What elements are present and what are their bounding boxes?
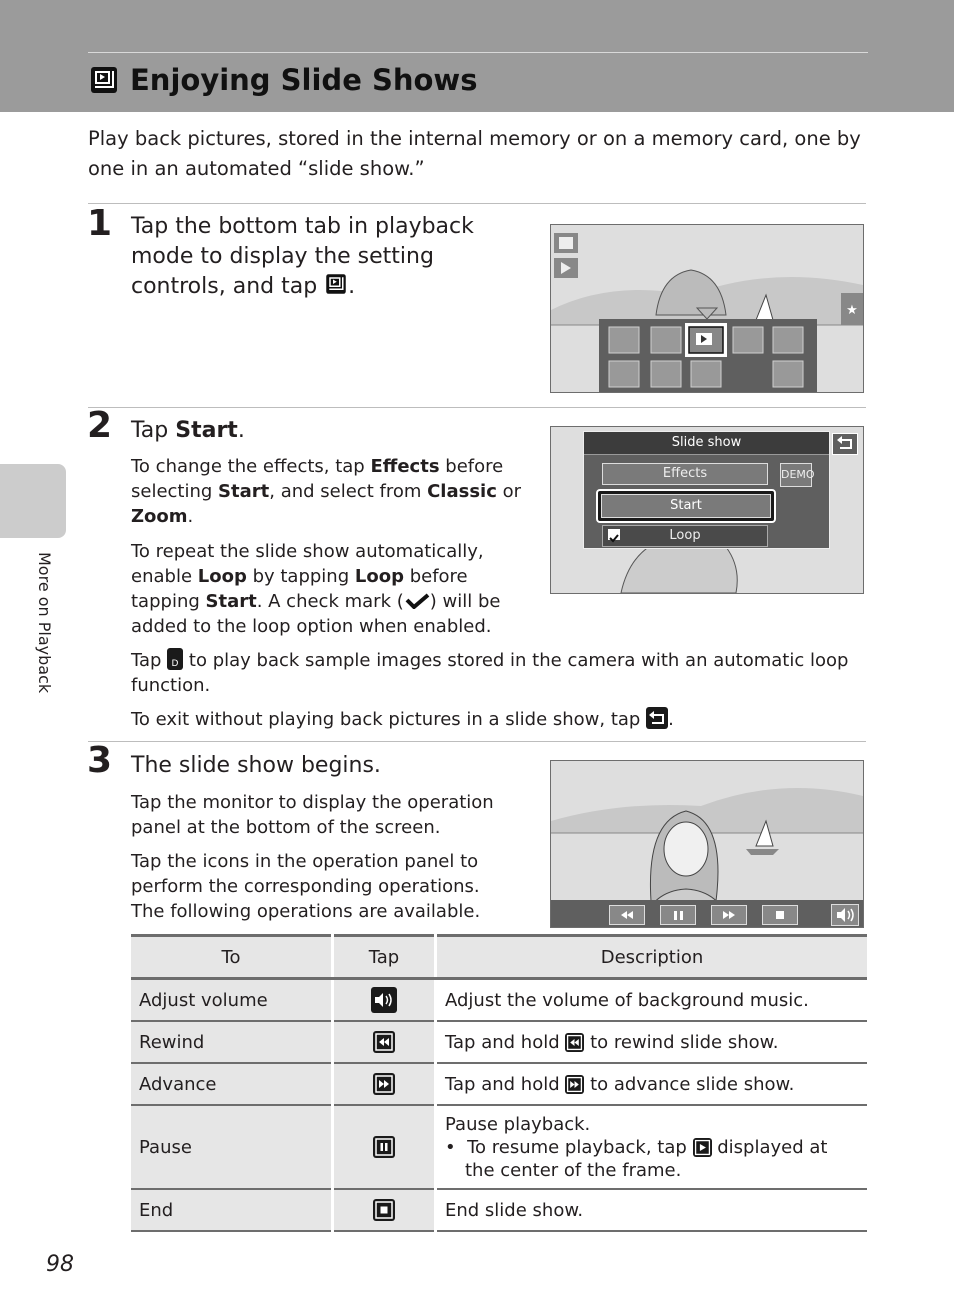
row-description: Tap and hold to rewind slide show. [436,1021,868,1063]
row-action: Rewind [131,1021,333,1063]
panel-volume-button[interactable] [831,904,859,926]
slide-show-menu [583,431,830,549]
row-description: End slide show. [436,1189,868,1231]
demo-icon [167,648,183,670]
step1-heading: Tap the bottom tab in playback mode to display the setting controls, and tap . [131,214,474,299]
table-row [131,1189,867,1231]
page-title [88,58,477,102]
step3-screenshot [550,760,864,928]
play-icon [693,1138,712,1157]
table-header-row [131,936,867,979]
rewind-icon [373,1031,395,1053]
step2-heading: Tap Start. [131,418,245,443]
stop-icon [373,1199,395,1221]
step3-text-2: Tap the icons in the operation panel to perform the corresponding operations. The following operations are available. [131,851,481,922]
table-row [131,1021,867,1063]
loop-checkbox[interactable] [608,529,620,540]
effects-button[interactable]: Effects [602,463,768,485]
start-button[interactable]: Start [601,494,771,518]
page-title-text: Enjoying Slide Shows [130,63,478,97]
rewind-icon [565,1033,584,1052]
panel-end-button[interactable] [762,905,798,925]
side-label: More on Playback [35,552,54,694]
step3-text-1: Tap the monitor to display the operation panel at the bottom of the screen. [131,792,494,838]
row-action: Adjust volume [131,979,333,1022]
slide-show-icon [324,272,348,296]
panel-advance-button[interactable] [711,905,747,925]
row-bullet: • To resume playback, tap displayed at the center of the frame. [445,1136,828,1181]
svg-text:★: ★ [846,303,858,318]
divider [88,407,866,408]
step3-number: 3 [87,740,113,781]
slide-show-menu-title: Slide show [584,432,829,455]
pause-icon [373,1136,395,1158]
loop-button[interactable]: Loop [602,525,768,547]
table-row [131,979,867,1022]
step3-heading: The slide show begins. [131,753,381,778]
svg-text:D: D [171,659,179,669]
panel-rewind-button[interactable] [609,905,645,925]
page-number: 98 [46,1252,74,1277]
slide-show-icon [88,64,120,96]
advance-icon [373,1073,395,1095]
advance-icon [565,1075,584,1094]
side-tab [0,464,66,538]
volume-icon [371,987,397,1013]
demo-button[interactable]: DEMO [780,463,812,487]
check-mark-icon [404,593,430,609]
step1-screenshot [550,224,864,393]
step2-screenshot [550,426,864,594]
divider [88,203,866,204]
header-rule [88,52,868,53]
panel-pause-button[interactable] [660,905,696,925]
step2-effects-text: To change the effects, tap Effects before selecting Start, and select from Classic or Zoom. [131,456,522,527]
step2-demo-text: Tap D to play back sample images stored in the camera with an automatic loop function. [131,650,849,696]
step2-loop-text: To repeat the slide show automatically, enable Loop by tapping Loop before tapping Start. A check mark ( ) will be added to the loop option when enabled. [131,541,501,637]
column-header-tap: Tap [333,936,436,979]
row-action: Advance [131,1063,333,1105]
return-icon [646,707,668,729]
step1-scene [551,225,863,392]
step1-number: 1 [87,203,113,244]
row-action: Pause [131,1105,333,1189]
step2-exit-text: To exit without playing back pictures in a slide show, tap . [131,709,674,730]
step2-number: 2 [87,405,113,446]
intro-text: Play back pictures, stored in the internal memory or on a memory card, one by one in an automated “slide show.” [88,127,861,180]
table-row [131,1063,867,1105]
row-description: Pause playback. [445,1113,591,1135]
step3-scene [551,761,863,927]
table-row [131,1105,867,1189]
column-header-description: Description [436,936,868,979]
return-button[interactable] [832,433,858,455]
row-description: Tap and hold to advance slide show. [436,1063,868,1105]
operations-table [131,934,867,1232]
divider [88,741,866,742]
column-header-to: To [131,936,333,979]
row-description: Adjust the volume of background music. [436,979,868,1022]
row-action: End [131,1189,333,1231]
